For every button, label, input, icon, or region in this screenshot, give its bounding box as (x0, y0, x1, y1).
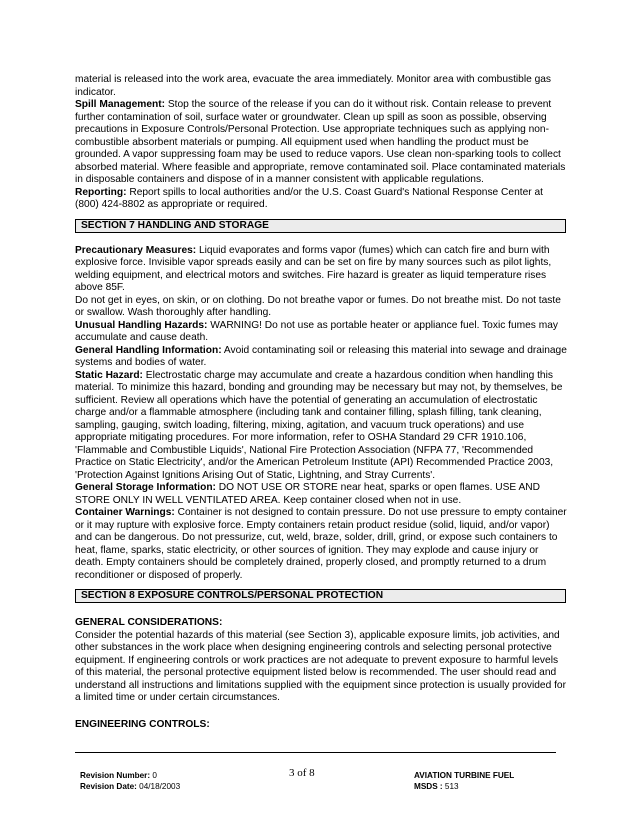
section-7-header: SECTION 7 HANDLING AND STORAGE (75, 219, 566, 233)
engineering-controls-heading: ENGINEERING CONTROLS: (75, 718, 210, 730)
revision-number-value: 0 (150, 771, 157, 780)
static-hazard-label: Static Hazard: (75, 369, 143, 381)
revision-number (80, 770, 180, 781)
reporting-label: Reporting: (75, 186, 127, 198)
paragraph-unusual-handling (75, 320, 567, 345)
paragraph-static-hazard (75, 370, 567, 483)
revision-date-label: Revision Date: (80, 782, 137, 791)
msds-value: 513 (442, 782, 459, 791)
paragraph-eye-skin-contact: Do not get in eyes, on skin, or on clothing. Do not breathe vapor or fumes. Do not breathe mist. Do not taste or swallow. Wash thoroughly after handling. (75, 294, 561, 318)
paragraph-release-continued: material is released into the work area, evacuate the area immediately. Monitor area with combustible gas indicator. (75, 74, 552, 98)
document-body (75, 74, 567, 731)
revision-number-label: Revision Number: (80, 771, 151, 780)
product-name: AVIATION TURBINE FUEL (414, 771, 515, 780)
static-hazard-text: Electrostatic charge may accumulate and create a hazardous condition when handling this material. To minimize this hazard, bonding and grounding may be necessary but may not, by themselves, be sufficient. Review all operations which have the potential of generating an accumulation of electrostatic charge and/or a flammable atmosphere (including tank and container filling, splash filling, tank cleaning, sampling, gauging, switch loading, filtering, mixing, agitation, and vacuum truck operations) and use appropriate mitigating procedures. For more information, refer to OSHA Standard 29 CFR 1910.106, 'Flammable and Combustible Liquids', National Fire Protection Association (NFPA 77, 'Recommended Practice on Static Electricity', and/or the American Petroleum Institute (API) Recommended Practice 2003, 'Protection Against Ignitions Arising Out of Static, Lightning, and Stray Currents'. (75, 369, 563, 481)
general-considerations-heading: GENERAL CONSIDERATIONS: (75, 617, 223, 628)
footer-product-info (414, 770, 514, 792)
precautionary-measures-label: Precautionary Measures: (75, 244, 197, 256)
msds-number (414, 781, 514, 792)
paragraph-container-warnings (75, 507, 567, 582)
spill-management-label: Spill Management: (75, 99, 166, 110)
footer-divider (75, 752, 556, 753)
general-handling-text: Avoid contaminating soil or releasing this material into sewage and drainage systems and bodies of water. (75, 344, 567, 368)
paragraph-spill-management (75, 99, 567, 187)
page-number: 3 of 8 (289, 767, 315, 779)
unusual-handling-label: Unusual Handling Hazards: (75, 319, 208, 331)
reporting-text: Report spills to local authorities and/or the U.S. Coast Guard's National Response Center at (800) 424-8802 as appropriate or required. (75, 186, 543, 210)
precautionary-measures-text: Liquid evaporates and forms vapor (fumes) which can catch fire and burn with explosive force. Invisible vapor spreads easily and can be set on fire by many sources such as pilot lights, welding equipment, and electrical motors and switches. Fire hazard is greater as liquid temperature rises above 85F. (75, 244, 552, 293)
revision-date-value: 04/18/2003 (136, 782, 181, 791)
unusual-handling-text: WARNING! Do not use as portable heater or appliance fuel. Toxic fumes may accumulate and cause death. (75, 319, 558, 343)
spill-management-text: Stop the source of the release if you can do it without risk. Contain release to prevent further contamination of soil, surface water or groundwater. Clean up spill as soon as possible, observing precautions in Exposure Controls/Personal Protection. Use appropriate techniques such as applying non-combustible absorbent materials or pumping. All equipment used when handling the product must be grounded. A vapor suppressing foam may be used to reduce vapors. Use clean non-sparking tools to collect absorbed material. Where feasible and appropriate, remove contaminated soil. Place contaminated materials in disposable containers and dispose of in a manner consistent with applicable regulations. (75, 99, 566, 185)
general-handling-label: General Handling Information: (75, 344, 222, 356)
paragraph-general-storage (75, 482, 567, 507)
general-storage-text: DO NOT USE OR STORE near heat, sparks or open flames. USE AND STORE ONLY IN WELL VENTILATED AREA. Keep container closed when not in use. (75, 482, 540, 506)
footer-revision-info (80, 770, 180, 792)
paragraph-reporting (75, 187, 567, 212)
general-storage-label: General Storage Information: (75, 482, 216, 493)
paragraph-precautionary-measures (75, 245, 567, 295)
section-8-header: SECTION 8 EXPOSURE CONTROLS/PERSONAL PROTECTION (75, 589, 566, 603)
msds-label: MSDS : (414, 782, 443, 791)
revision-date (80, 781, 180, 792)
container-warnings-text: Container is not designed to contain pressure. Do not use pressure to empty container or it may rupture with explosive force. Empty containers retain product residue (solid, liquid, and/or vapor) and can be dangerous. Do not pressurize, cut, weld, braze, solder, drill, grind, or expose such containers to heat, flame, sparks, static electricity, or other sources of ignition. They may explode and cause injury or death. Empty containers should be completely drained, properly closed, and promptly returned to a drum reconditioner or disposed of properly. (75, 507, 567, 581)
container-warnings-label: Container Warnings: (75, 507, 175, 518)
paragraph-general-handling (75, 345, 567, 370)
paragraph-general-considerations: Consider the potential hazards of this material (see Section 3), applicable exposure limits, job activities, and other substances in the work place when designing engineering controls and selecting personal protective equipment. If engineering controls or work practices are not adequate to prevent exposure to harmful levels of this material, the personal protective equipment listed below is recommended. The user should read and understand all instructions and limitations supplied with the equipment since protection is usually provided for a limited time or under certain circumstances. (75, 629, 566, 703)
